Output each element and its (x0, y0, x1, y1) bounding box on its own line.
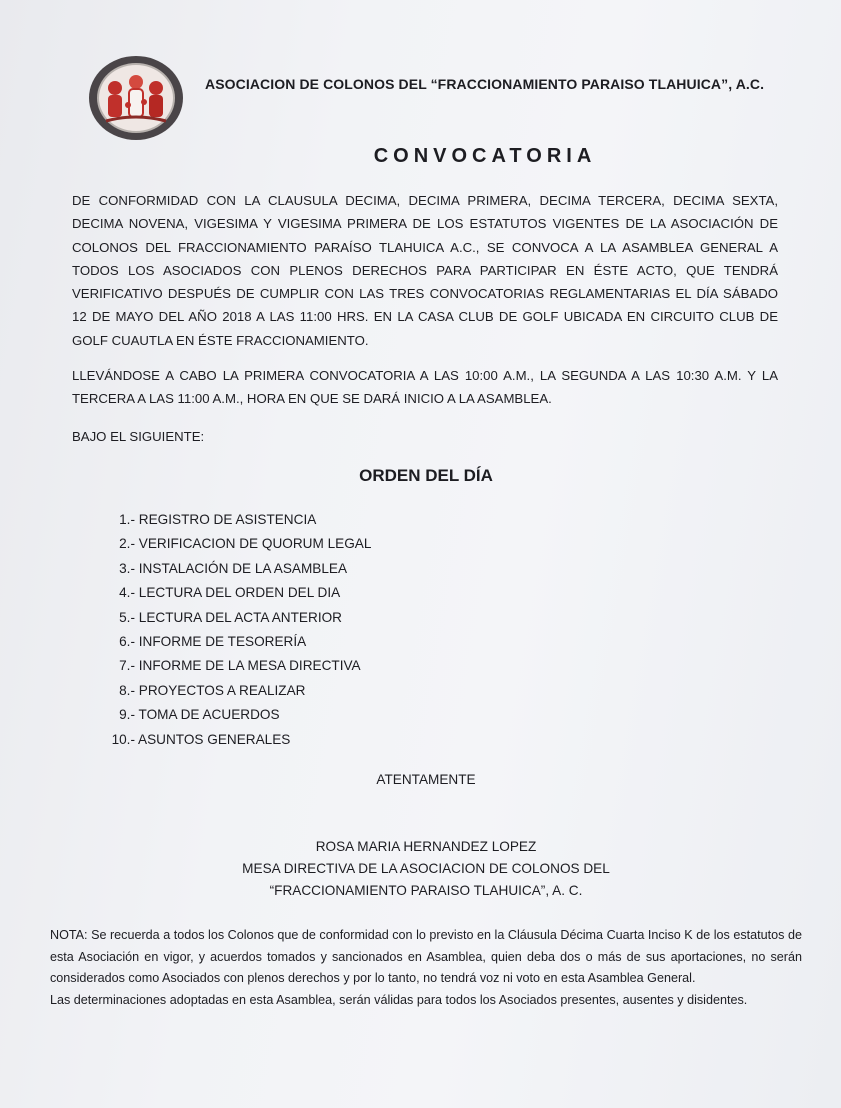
agenda-item-number: 6.- (119, 633, 135, 649)
agenda-item-number: 3.- (119, 560, 135, 576)
agenda-item-text: INFORME DE LA MESA DIRECTIVA (138, 658, 361, 674)
agenda-item (100, 532, 371, 556)
association-logo-icon (88, 55, 184, 141)
agenda-item-text: INFORME DE TESORERÍA (138, 633, 307, 649)
agenda-item-text: INSTALACIÓN DE LA ASAMBLEA (138, 560, 348, 576)
signatory-organization: “FRACCIONAMIENTO PARAISO TLAHUICA”, A. C. (269, 883, 583, 898)
closing-salutation: ATENTAMENTE (376, 772, 476, 787)
agenda-item-number: 5.- (119, 609, 135, 625)
signatory-role: MESA DIRECTIVA DE LA ASOCIACION DE COLONOS DEL (242, 861, 610, 876)
agenda-item (100, 728, 371, 752)
agenda-item (100, 654, 371, 678)
organization-header: ASOCIACION DE COLONOS DEL “FRACCIONAMIENTO PARAISO TLAHUICA”, A.C. (205, 76, 765, 92)
agenda-item (100, 703, 371, 727)
signatory-name: ROSA MARIA HERNANDEZ LOPEZ (315, 839, 537, 854)
agenda-item (100, 508, 371, 532)
note-paragraph: Las determinaciones adoptadas en esta Asamblea, serán válidas para todos los Asociados presentes, ausentes y disidentes. (50, 992, 748, 1007)
agenda-lead-in: BAJO EL SIGUIENTE: (72, 429, 205, 444)
agenda-item-number: 4.- (119, 585, 135, 601)
agenda-item-text: LECTURA DEL ACTA ANTERIOR (138, 609, 342, 625)
agenda-item-text: REGISTRO DE ASISTENCIA (138, 512, 317, 527)
agenda-item-number: 2.- (119, 536, 135, 552)
document-title: CONVOCATORIA (373, 145, 597, 167)
agenda-item-number: 7.- (119, 658, 135, 674)
note-paragraph: NOTA: Se recuerda a todos los Colonos que de conformidad con lo previsto en la Cláusula Décima Cuarta Inciso K de los estatutos de esta Asociación en vigor, y acuerdos tomados y sancionados en Asamblea, quien deba dos o más de sus aportaciones, no serán considerados como Asociados con plenos derechos y por lo tanto, no tendrá voz ni voto en esta Asamblea General. (50, 928, 802, 985)
intro-paragraph: DE CONFORMIDAD CON LA CLAUSULA DECIMA, DECIMA PRIMERA, DECIMA TERCERA, DECIMA SEXTA, DECIMA NOVENA, VIGESIMA Y VIGESIMA PRIMERA DE LOS ESTATUTOS VIGENTES DE LA ASOCIACIÓN DE COLONOS DEL FRACCIONAMIENTO PARAÍSO TLAHUICA A.C., SE CONVOCA A LA ASAMBLEA GENERAL A TODOS LOS ASOCIADOS CON PLENOS DERECHOS PARA PARTICIPAR EN ÉSTE ACTO, QUE TENDRÁ VERIFICATIVO DESPUÉS DE CUMPLIR CON LAS TRES CONVOCATORIAS REGLAMENTARIAS EL DÍA SÁBADO 12 DE MAYO DEL AÑO 2018 A LAS 11:00 HRS. EN LA CASA CLUB DE GOLF UBICADA EN CIRCUITO CLUB DE GOLF CUAUTLA EN ÉSTE FRACCIONAMIENTO. (72, 193, 778, 348)
agenda-item (100, 679, 371, 703)
agenda-item (100, 630, 371, 654)
agenda-item-text: VERIFICACION DE QUORUM LEGAL (138, 536, 372, 552)
note-block (50, 925, 802, 1011)
agenda-item-number: 9.- (119, 707, 135, 723)
agenda-list (100, 508, 371, 752)
signature-block (0, 836, 841, 902)
agenda-item-number: 1.- (119, 512, 135, 527)
agenda-item-text: TOMA DE ACUERDOS (138, 707, 280, 723)
agenda-title: ORDEN DEL DÍA (359, 466, 493, 485)
agenda-item (100, 581, 371, 605)
agenda-item-text: PROYECTOS A REALIZAR (138, 682, 306, 698)
agenda-item (100, 606, 371, 630)
agenda-item-text: LECTURA DEL ORDEN DEL DIA (138, 585, 341, 601)
schedule-paragraph: LLEVÁNDOSE A CABO LA PRIMERA CONVOCATORIA A LAS 10:00 A.M., LA SEGUNDA A LAS 10:30 A.M. Y LA TERCERA A LAS 11:00 A.M., HORA EN QUE SE DARÁ INICIO A LA ASAMBLEA. (72, 368, 778, 407)
agenda-item-number: 8.- (119, 682, 135, 698)
agenda-item (100, 557, 371, 581)
agenda-item-text: ASUNTOS GENERALES (138, 731, 291, 747)
agenda-item-number: 10.- (111, 731, 135, 747)
